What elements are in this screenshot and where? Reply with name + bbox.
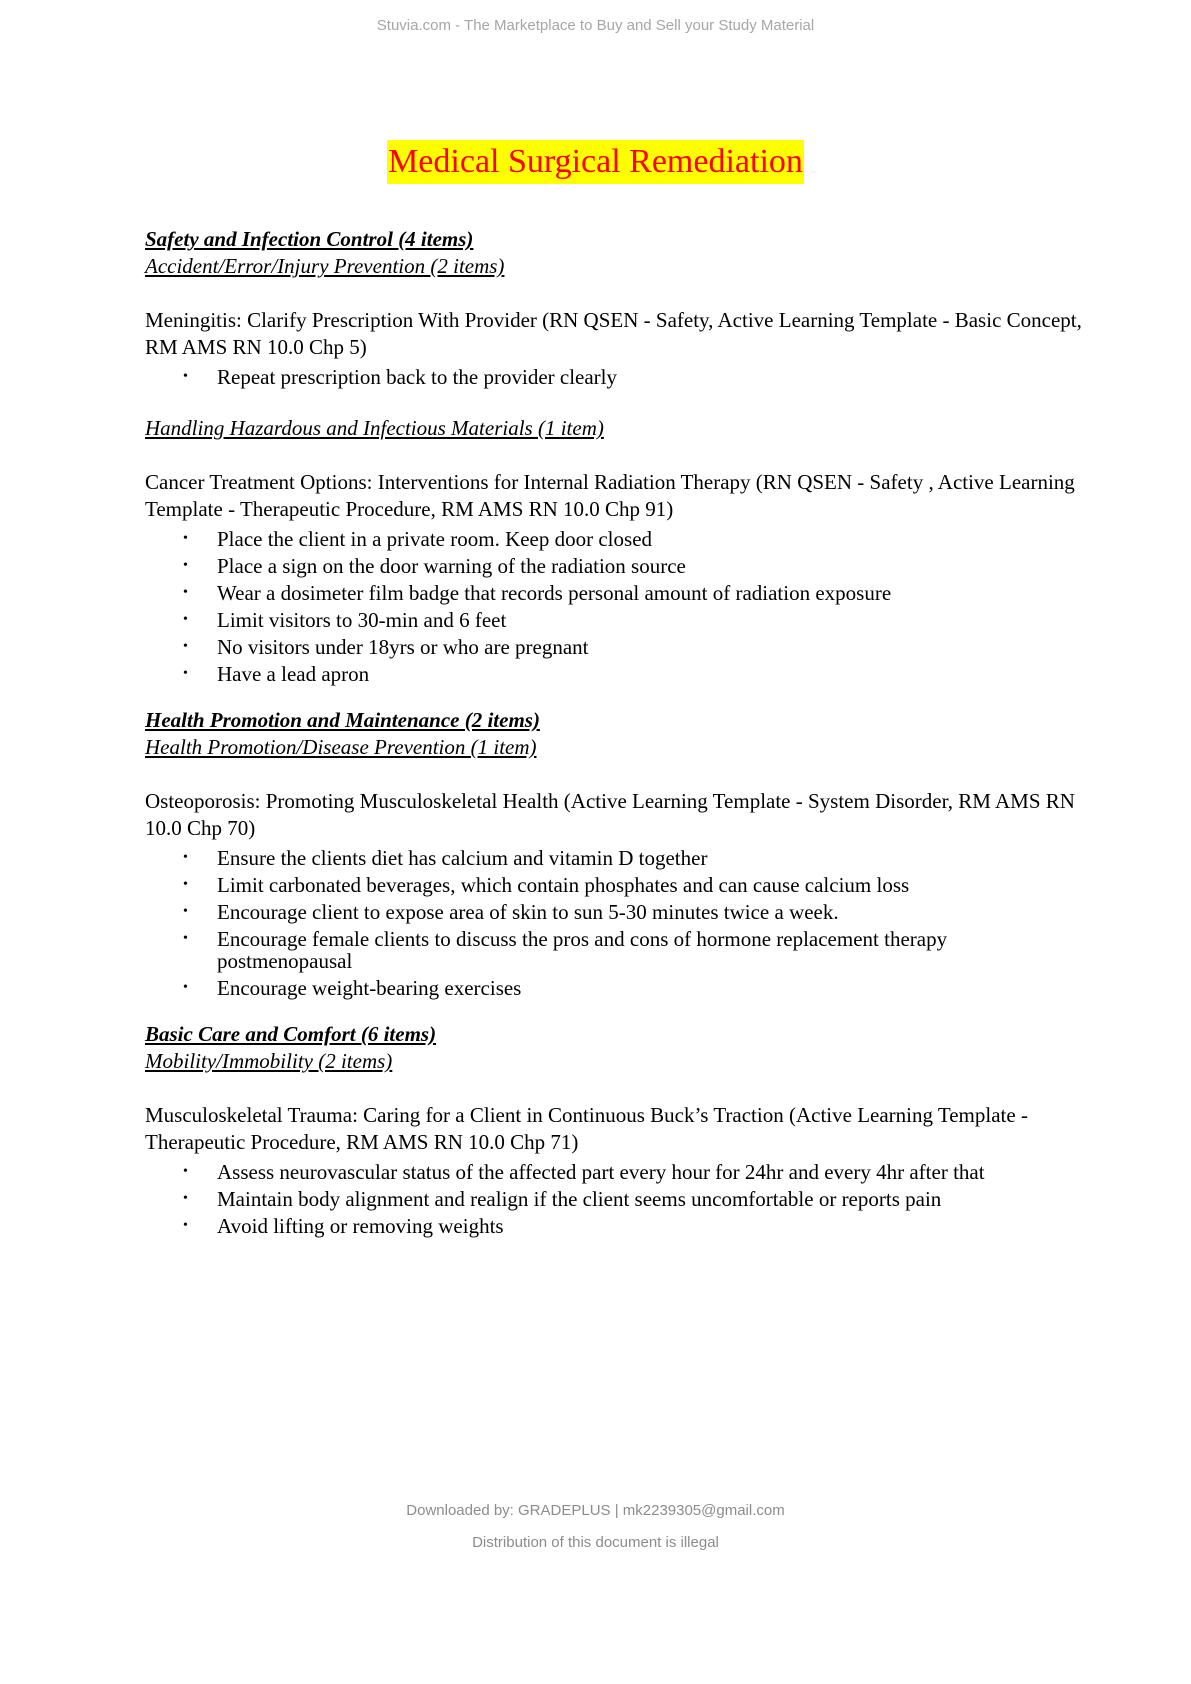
- list-item-text: Avoid lifting or removing weights: [217, 1214, 504, 1238]
- bullet-icon: •: [183, 369, 188, 384]
- bullet-icon: •: [183, 531, 188, 546]
- list-item: [145, 663, 1085, 685]
- list-item-text: Have a lead apron: [217, 662, 370, 686]
- list-item-text: Place the client in a private room. Keep door closed: [217, 527, 653, 551]
- topic-paragraph: Osteoporosis: Promoting Musculoskeletal Health (Active Learning Template - System Disorder, RM AMS RN 10.0 Chp 70): [145, 789, 1075, 840]
- bullet-icon: •: [183, 850, 188, 865]
- subsection-heading: Handling Hazardous and Infectious Materials (1 item): [145, 416, 604, 440]
- bullet-icon: •: [183, 639, 188, 654]
- section-heading: Health Promotion and Maintenance (2 items): [145, 708, 540, 732]
- list-item-text: No visitors under 18yrs or who are pregnant: [217, 635, 589, 659]
- list-item: [145, 847, 1085, 869]
- list-item: [145, 582, 1085, 604]
- list-item: [145, 528, 1085, 550]
- topic-paragraph: Musculoskeletal Trauma: Caring for a Client in Continuous Buck’s Traction (Active Learning Template - Therapeutic Procedure, RM AMS RN 10.0 Chp 71): [145, 1103, 1028, 1154]
- list-item: [145, 1215, 1085, 1237]
- bullet-icon: •: [183, 877, 188, 892]
- bullet-list: [145, 1161, 1085, 1237]
- list-item-text: Limit carbonated beverages, which contain phosphates and can cause calcium loss: [217, 873, 910, 897]
- list-item-text: Maintain body alignment and realign if the client seems uncomfortable or reports pain: [217, 1187, 942, 1211]
- bullet-icon: •: [183, 558, 188, 573]
- bullet-icon: •: [183, 1191, 188, 1206]
- footer-downloaded-by: Downloaded by: GRADEPLUS | mk2239305@gmail.com: [406, 1502, 785, 1519]
- bullet-icon: •: [183, 585, 188, 600]
- footer-distribution-notice: Distribution of this document is illegal: [472, 1534, 719, 1551]
- section-heading: Basic Care and Comfort (6 items): [145, 1022, 437, 1046]
- list-item-text: Limit visitors to 30-min and 6 feet: [217, 608, 507, 632]
- list-item: [145, 977, 1085, 999]
- list-item-text: Place a sign on the door warning of the radiation source: [217, 554, 686, 578]
- list-item-text: Ensure the clients diet has calcium and vitamin D together: [217, 846, 708, 870]
- bullet-icon: •: [183, 1164, 188, 1179]
- bullet-list: [145, 847, 1085, 999]
- bullet-icon: •: [183, 666, 188, 681]
- topic-paragraph: Cancer Treatment Options: Interventions for Internal Radiation Therapy (RN QSEN - Safety , Active Learning Template - Therapeutic Procedure, RM AMS RN 10.0 Chp 91): [145, 470, 1075, 521]
- list-item: [145, 609, 1085, 631]
- list-item: [145, 636, 1085, 658]
- list-item: [145, 555, 1085, 577]
- bullet-icon: •: [183, 1218, 188, 1233]
- bullet-list: [145, 366, 1085, 388]
- topic-paragraph: Meningitis: Clarify Prescription With Provider (RN QSEN - Safety, Active Learning Template - Basic Concept, RM AMS RN 10.0 Chp 5): [145, 308, 1082, 359]
- list-item: [145, 1161, 1085, 1183]
- list-item: [145, 1188, 1085, 1210]
- section: [145, 226, 1085, 685]
- subsection-heading: Health Promotion/Disease Prevention (1 item): [145, 735, 537, 759]
- document-title: Medical Surgical Remediation: [387, 140, 804, 184]
- section: [145, 707, 1085, 999]
- section-heading: Safety and Infection Control (4 items): [145, 227, 474, 251]
- document-body: [145, 226, 1085, 1237]
- bullet-icon: •: [183, 931, 188, 946]
- section: [145, 1021, 1085, 1237]
- bullet-icon: •: [183, 980, 188, 995]
- list-item-text: Encourage female clients to discuss the pros and cons of hormone replacement therapy postmenopausal: [217, 927, 948, 973]
- list-item-text: Repeat prescription back to the provider clearly: [217, 365, 618, 389]
- list-item-text: Wear a dosimeter film badge that records personal amount of radiation exposure: [217, 581, 892, 605]
- list-item-text: Encourage weight-bearing exercises: [217, 976, 522, 1000]
- list-item: [145, 874, 1085, 896]
- header-watermark: Stuvia.com - The Marketplace to Buy and Sell your Study Material: [376, 17, 815, 34]
- subsection-heading: Mobility/Immobility (2 items): [145, 1049, 393, 1073]
- list-item: [145, 901, 1085, 923]
- bullet-icon: •: [183, 612, 188, 627]
- list-item-text: Encourage client to expose area of skin to sun 5-30 minutes twice a week.: [217, 900, 839, 924]
- bullet-list: [145, 528, 1085, 685]
- bullet-icon: •: [183, 904, 188, 919]
- list-item-text: Assess neurovascular status of the affected part every hour for 24hr and every 4hr after that: [217, 1160, 985, 1184]
- list-item: [145, 928, 1085, 972]
- list-item: [145, 366, 1085, 388]
- subsection-heading: Accident/Error/Injury Prevention (2 items): [145, 254, 505, 278]
